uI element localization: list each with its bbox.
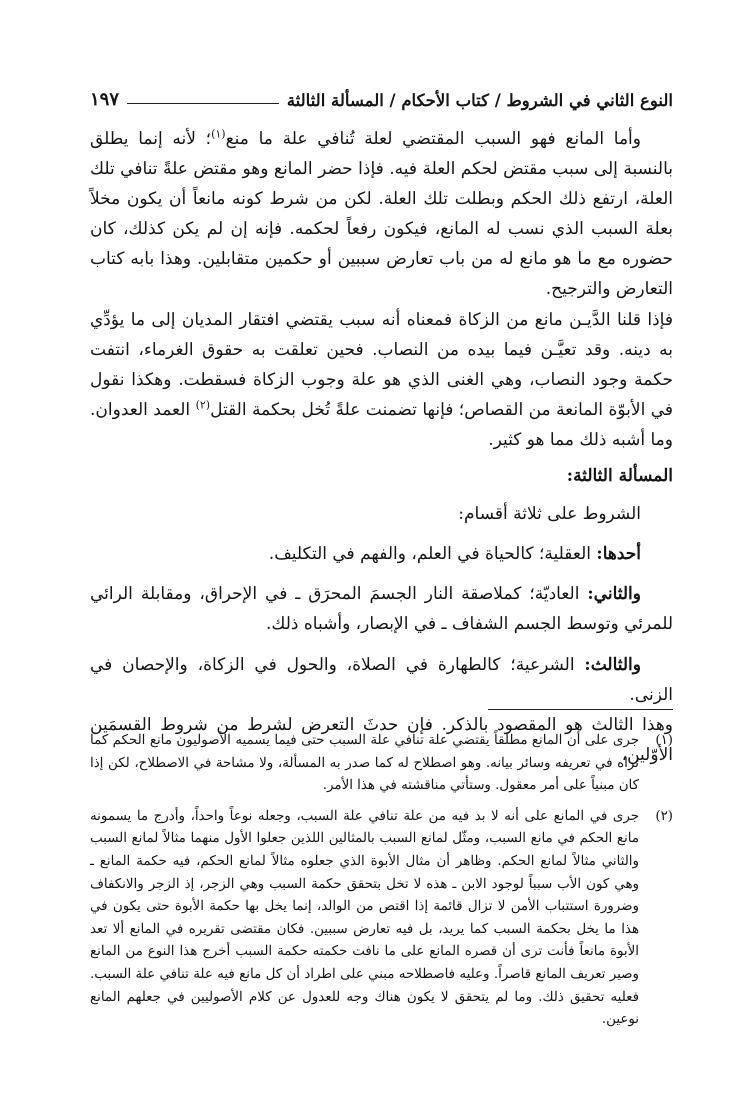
- footnote-text: جرى على أن المانع مطلقاً يقتضي علة تنافي علة السبب حتى فيما يسميه الأصوليون مانع الحكم كما تراه في تعريفه وسائر بيانه. وهو اصطلاح له كما صدر به المسألة، ولا مشاحة في الاصطلاح، لكن إذا كان مبنياً على أمر معقول. وستأتي مناقشته في هذا الأمر.: [90, 733, 639, 794]
- page-number: ١٩٧: [90, 89, 120, 110]
- list-item-legal: [90, 650, 673, 710]
- conditions-intro: الشروط على ثلاثة أقسام:: [458, 504, 641, 525]
- list-item-customary: [90, 579, 673, 639]
- item-label: أحدها:: [596, 544, 641, 565]
- header-rule: [127, 103, 279, 104]
- header-title: النوع الثاني في الشروط / كتاب الأحكام / المسألة الثالثة: [286, 91, 673, 110]
- paragraph-debt-example: [90, 305, 673, 455]
- list-item-rational: [90, 539, 673, 569]
- footnote-2: [90, 806, 673, 1032]
- paragraph-text: ؛ لأنه إنما يطلق بالنسبة إلى سبب مقتض لحكم العلة فيه. فإذا حضر المانع وهو مقتض علةً تنافي تلك العلة، ارتفع ذلك الحكم وبطلت تلك العلة. لكن من شرط كونه مانعاً أن يكون مخلاً بعلة السبب الذي نسب له المانع، فيكون رفعاً لحكمه. فإنه إن لم يكن كذلك، كان حضوره مع ما هو مانع له من باب تعارض سببين أو حكمين متقابلين. وهذا بابه كتاب التعارض والترجيح.: [90, 129, 673, 300]
- footnote-mark: (١): [655, 733, 673, 748]
- paragraph-text: فإذا قلنا الدَّيـن مانع من الزكاة فمعناه أنه سبب يقتضي افتقار المديان إلى ما يؤدِّي به دينه. وقد تعيَّـن فيما بيده من النصاب. فحين تعلقت به حقوق الغرماء، انتفت حكمة وجود النصاب، وهي الغنى الذي هو علة وجوب الزكاة فسقطت. وهكذا نقول في الأبوّة المانعة من القصاص؛ فإنها تضمنت علةً تُخل بحكمة القتل: [90, 309, 674, 420]
- item-text: العاديّة؛ كملاصقة النار الجسمَ المحرَق ـ في الإحراق، ومقابلة الرائي للمرئي وتوسط الجسم الشفاف ـ في الإبصار، وأشباه ذلك.: [90, 584, 673, 635]
- section-title: المسألة الثالثة:: [566, 466, 673, 487]
- footnote-separator: [488, 709, 673, 710]
- item-label: والثالث:: [584, 654, 641, 675]
- footnotes: [90, 730, 673, 1040]
- paragraph-obstacle-definition: [90, 124, 673, 305]
- footnote-1: [90, 730, 673, 798]
- footnote-mark: (٢): [655, 808, 673, 824]
- paragraph-third-kind: وهذا الثالث هو المقصود بالذكر. فإن حدثَ التعرض لشرط من شروط القسمَين الأوّلين،: [90, 714, 673, 765]
- item-text: الشرعية؛ كالطهارة في الصلاة، والحول في الزكاة، والإحصان في الزنى.: [90, 654, 673, 705]
- paragraph-text: العمد العدوان. وما أشبه ذلك مما هو كثير.: [90, 399, 673, 450]
- main-text: [90, 124, 673, 770]
- footnote-reference-2: (٢): [195, 398, 211, 412]
- paragraph-text: وأما المانع فهو السبب المقتضي لعلة تُنافي علة ما منع: [225, 129, 641, 149]
- item-text: العقلية؛ كالحياة في العلم، والفهم في التكليف.: [268, 544, 597, 565]
- item-label: والثاني:: [587, 584, 641, 605]
- running-header: [90, 80, 673, 110]
- footnote-text: جرى في المانع على أنه لا بد فيه من علة تنافي علة السبب، وجعله نوعاً واحداً، وأدرج ما يسمونه مانع الحكم في مانع السبب، ومثّل لمانع السبب بالمثالين اللذين جعلوا الأول منهما مثالاً لمانع السبب والثاني مثالاً لمانع الحكم. وظاهر أن مثال الأبوة الذي جعلوه مثالاً لمانع الحكم، فيه حكمة المانع ـ وهي كون الأب سبباً لوجود الابن ـ هذه لا تخل بتحقق حكمة السبب وهي الزجر، إذ الزجر والانكفاف وضرورة استتباب الأمن لا تزال قائمة إذا اقتص من الوالد، إنما يخل بها حكمة الأبوة حتى يكون في هذا ما يخل بحكمة السبب كما يريد، بل فيه تعارض سببين. فكان مقتضى تقريره في المانع ألا تعد الأبوة مانعاً فأنت ترى أن قصره المانع على ما نافت حكمته حكمة السبب أخرج هذا النوع من المانع وصير تعريف المانع قاصراً. وعليه فاصطلاحه مبني على اطراد أن كل مانع فيه علة تنافي علة السبب. فعليه تحقيق ذلك. وما لم يتحقق لا يكون هناك وجه للعدول عن كلام الأصوليين في جعلهم المانع نوعين.: [90, 808, 639, 1028]
- footnote-reference-1: (١): [211, 127, 226, 141]
